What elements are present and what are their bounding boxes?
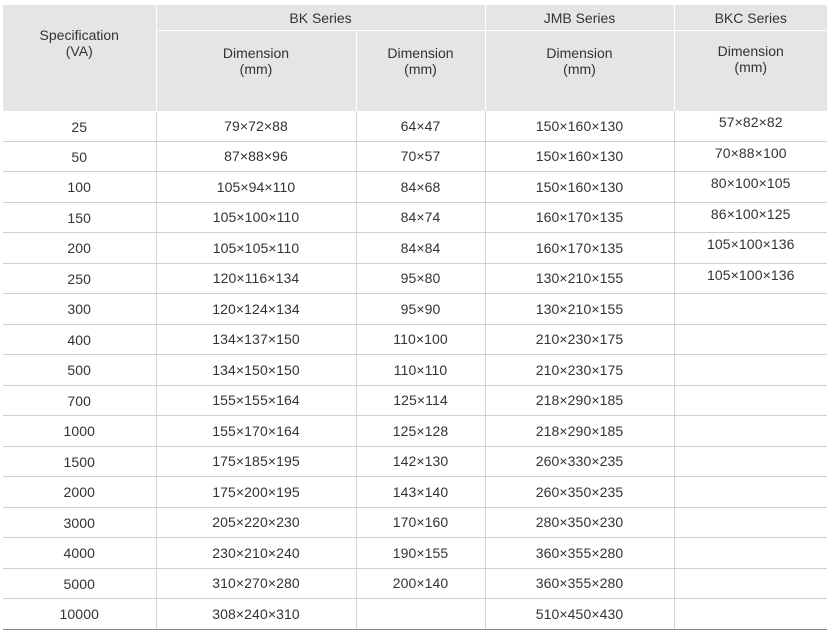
table-header [3,5,827,111]
cell-bkc-dimension: 105×100×136 [674,233,827,264]
cell-specification: 150 [3,202,156,233]
cell-bkc-dimension [674,446,827,477]
header-specification [3,5,156,111]
cell-bkc-dimension [674,324,827,355]
cell-specification: 300 [3,294,156,325]
cell-bk-dimension-1: 120×124×134 [156,294,356,325]
header-jmb-dimension [485,31,674,112]
cell-jmb-dimension: 150×160×130 [485,172,674,203]
cell-bk-dimension-1: 120×116×134 [156,263,356,294]
table-row [3,294,827,325]
cell-bk-dimension-1: 79×72×88 [156,111,356,141]
header-jmb-series: JMB Series [485,5,674,31]
cell-bkc-dimension [674,477,827,508]
cell-specification: 2000 [3,477,156,508]
cell-bk-dimension-1: 155×155×164 [156,385,356,416]
cell-bkc-dimension: 105×100×136 [674,263,827,294]
header-bkc-series: BKC Series [674,5,827,31]
dimension-unit: (mm) [404,61,437,77]
cell-bk-dimension-2: 64×47 [356,111,485,141]
table-row [3,599,827,630]
dimension-label: Dimension [717,43,784,59]
cell-jmb-dimension: 510×450×430 [485,599,674,630]
header-bkc-dimension [674,31,827,112]
cell-bkc-dimension [674,294,827,325]
header-bk-dimension-1 [156,31,356,112]
cell-bk-dimension-2: 95×80 [356,263,485,294]
table-row [3,141,827,172]
cell-bkc-dimension: 57×82×82 [674,111,827,141]
cell-bkc-dimension [674,538,827,569]
cell-bk-dimension-2 [356,599,485,630]
cell-specification: 4000 [3,538,156,569]
cell-bk-dimension-2: 143×140 [356,477,485,508]
table-row [3,233,827,264]
cell-bk-dimension-2: 70×57 [356,141,485,172]
cell-jmb-dimension: 280×350×230 [485,507,674,538]
cell-bk-dimension-1: 105×105×110 [156,233,356,264]
cell-bk-dimension-2: 110×100 [356,324,485,355]
dimension-unit: (mm) [734,59,768,75]
cell-bk-dimension-1: 205×220×230 [156,507,356,538]
cell-bk-dimension-1: 310×270×280 [156,568,356,599]
cell-bk-dimension-2: 200×140 [356,568,485,599]
cell-bk-dimension-1: 308×240×310 [156,599,356,630]
table-row [3,355,827,386]
cell-jmb-dimension: 360×355×280 [485,568,674,599]
cell-bk-dimension-2: 142×130 [356,446,485,477]
cell-specification: 700 [3,385,156,416]
table-row [3,263,827,294]
cell-bk-dimension-2: 170×160 [356,507,485,538]
cell-bk-dimension-2: 84×68 [356,172,485,203]
cell-jmb-dimension: 360×355×280 [485,538,674,569]
cell-jmb-dimension: 130×210×155 [485,263,674,294]
dimension-label: Dimension [546,45,613,61]
cell-specification: 25 [3,111,156,141]
cell-specification: 5000 [3,568,156,599]
cell-specification: 50 [3,141,156,172]
cell-bkc-dimension [674,568,827,599]
table-row [3,568,827,599]
cell-bkc-dimension [674,599,827,630]
cell-bk-dimension-1: 230×210×240 [156,538,356,569]
cell-bkc-dimension [674,416,827,447]
cell-bk-dimension-2: 84×84 [356,233,485,264]
table-row [3,446,827,477]
table-body [3,111,827,629]
cell-jmb-dimension: 260×350×235 [485,477,674,508]
dimension-label: Dimension [222,45,290,61]
cell-bk-dimension-1: 87×88×96 [156,141,356,172]
cell-specification: 1000 [3,416,156,447]
cell-jmb-dimension: 150×160×130 [485,111,674,141]
cell-bk-dimension-1: 134×137×150 [156,324,356,355]
cell-jmb-dimension: 210×230×175 [485,324,674,355]
cell-jmb-dimension: 150×160×130 [485,141,674,172]
cell-specification: 100 [3,172,156,203]
header-specification-line2: (VA) [65,43,93,59]
header-bk-dimension-2 [356,31,485,112]
table-row [3,324,827,355]
cell-specification: 200 [3,233,156,264]
cell-bk-dimension-1: 105×100×110 [156,202,356,233]
cell-specification: 250 [3,263,156,294]
table-row [3,538,827,569]
specification-table [3,5,827,630]
cell-specification: 500 [3,355,156,386]
header-specification-line1: Specification [39,27,119,43]
cell-specification: 10000 [3,599,156,630]
cell-bk-dimension-1: 175×200×195 [156,477,356,508]
cell-jmb-dimension: 218×290×185 [485,416,674,447]
dimension-unit: (mm) [563,61,596,77]
cell-bkc-dimension: 86×100×125 [674,202,827,233]
dimension-label: Dimension [387,45,454,61]
cell-bk-dimension-1: 155×170×164 [156,416,356,447]
cell-bk-dimension-2: 190×155 [356,538,485,569]
cell-bk-dimension-1: 105×94×110 [156,172,356,203]
cell-bkc-dimension: 80×100×105 [674,172,827,203]
table-row [3,172,827,203]
cell-bkc-dimension [674,385,827,416]
cell-jmb-dimension: 210×230×175 [485,355,674,386]
cell-jmb-dimension: 160×170×135 [485,233,674,264]
cell-bk-dimension-1: 175×185×195 [156,446,356,477]
cell-bkc-dimension: 70×88×100 [674,141,827,172]
table-row [3,477,827,508]
cell-jmb-dimension: 160×170×135 [485,202,674,233]
cell-bkc-dimension [674,355,827,386]
cell-bk-dimension-1: 134×150×150 [156,355,356,386]
cell-bk-dimension-2: 125×114 [356,385,485,416]
cell-specification: 400 [3,324,156,355]
cell-bk-dimension-2: 125×128 [356,416,485,447]
cell-specification: 3000 [3,507,156,538]
cell-jmb-dimension: 218×290×185 [485,385,674,416]
cell-bk-dimension-2: 95×90 [356,294,485,325]
table-row [3,416,827,447]
cell-specification: 1500 [3,446,156,477]
cell-bkc-dimension [674,507,827,538]
cell-bk-dimension-2: 110×110 [356,355,485,386]
cell-bk-dimension-2: 84×74 [356,202,485,233]
table-row [3,507,827,538]
table-row [3,111,827,141]
dimension-unit: (mm) [239,61,273,77]
table-row [3,202,827,233]
table-row [3,385,827,416]
header-bk-series: BK Series [156,5,485,31]
cell-jmb-dimension: 130×210×155 [485,294,674,325]
cell-jmb-dimension: 260×330×235 [485,446,674,477]
